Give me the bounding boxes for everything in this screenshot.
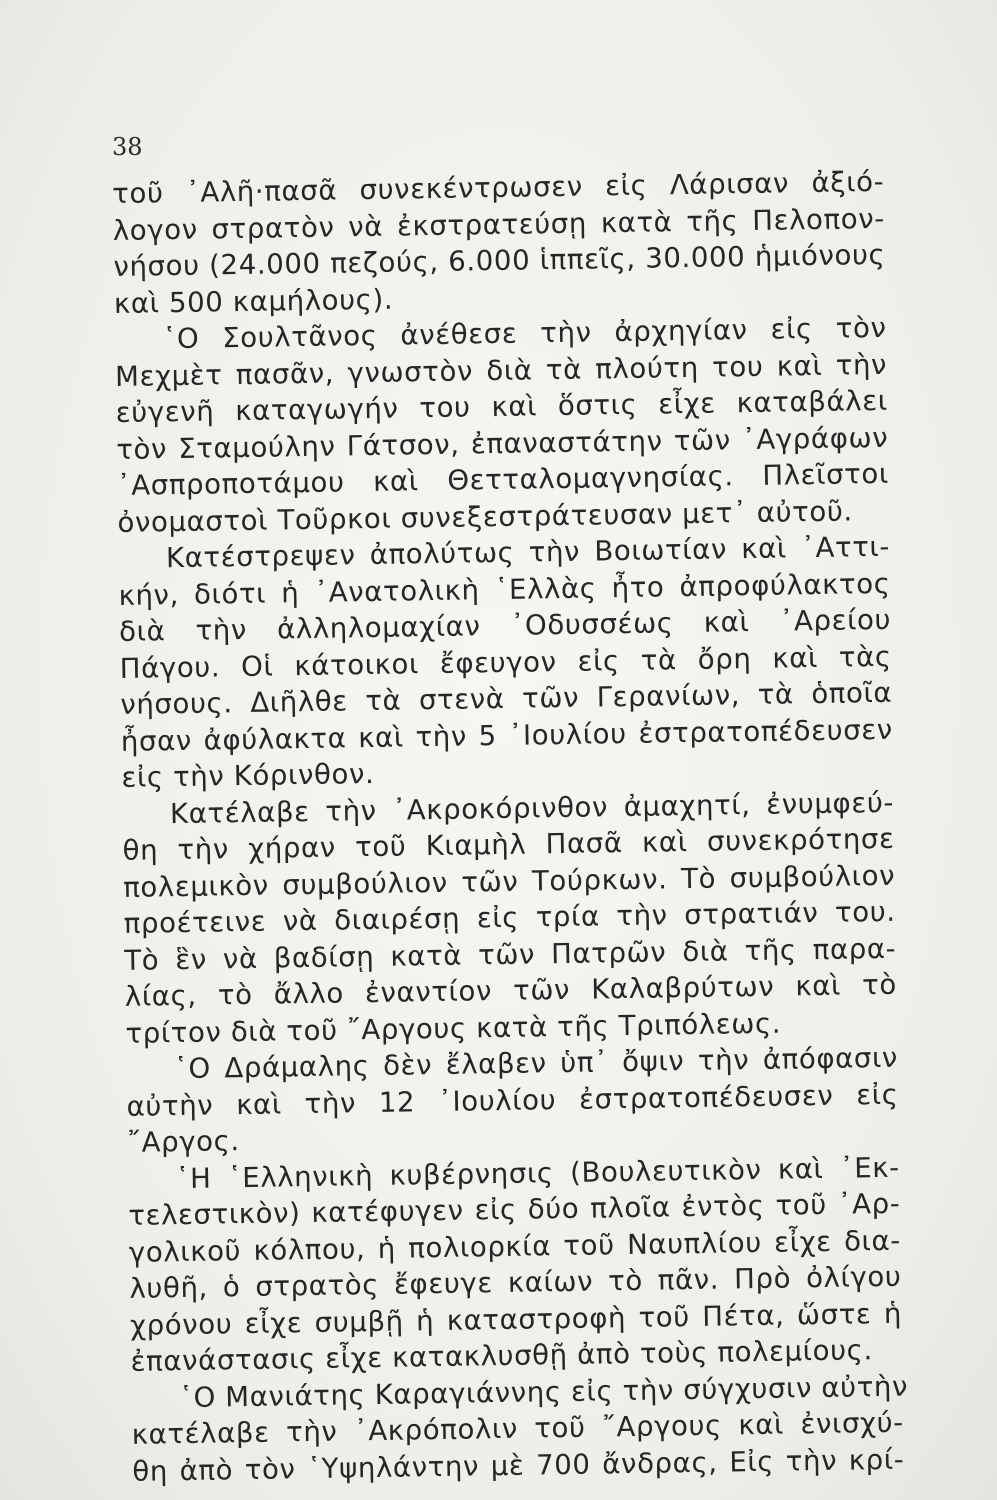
- text-line: ἐπανάστασις εἶχε κατακλυσθῇ ἀπὸ τοὺς πολεμίους.: [130, 1333, 874, 1378]
- text-line: Πάγου. Οἱ κάτοικοι ἔφευγον εἰς τὰ ὄρη καὶ τὰς: [119, 639, 892, 685]
- text-line: ἦσαν ἀφύλακτα καὶ τὴν 5 ᾿Ιουλίου ἐστρατοπέδευσεν: [120, 712, 894, 758]
- text-line: τρίτον διὰ τοῦ ῎Αργους κατὰ τῆς Τριπόλεως.: [125, 1006, 782, 1050]
- text-line: προέτεινε νὰ διαιρέσῃ εἰς τρία τὴν στρατιάν του.: [123, 894, 896, 940]
- text-line: ῎Αργος.: [126, 1124, 241, 1159]
- body-text: [112, 164, 909, 1490]
- text-line: λογον στρατὸν νὰ ἐκστρατεύσῃ κατὰ τῆς Πελοπον-: [112, 201, 886, 247]
- text-line: διὰ τὴν ἀλληλομαχίαν ᾿Οδυσσέως καὶ ᾿Αρείου: [118, 602, 892, 648]
- text-line: Κατέστρεψεν ἀπολύτως τὴν Βοιωτίαν καὶ ᾿Αττι-: [165, 529, 891, 575]
- text-line: κατέλαβε τὴν ᾿Ακρόπολιν τοῦ ῎Αργους καὶ ἐνισχύ-: [131, 1405, 904, 1451]
- text-line: ῾Η ῾Ελληνικὴ κυβέρνησις (Βουλευτικὸν καὶ ᾿Εκ-: [175, 1150, 900, 1195]
- text-line: εὐγενῆ καταγωγήν του καὶ ὅστις εἶχε καταβάλει: [115, 383, 888, 429]
- text-line: αὐτὴν καὶ τὴν 12 ᾿Ιουλίου ἐστρατοπέδευσεν εἰς: [126, 1077, 899, 1123]
- text-line: γολικοῦ κόλπου, ἡ πολιορκία τοῦ Ναυπλίου εἶχε δια-: [128, 1223, 902, 1269]
- text-line: θη τὴν χήραν τοῦ Κιαμὴλ Πασᾶ καὶ συνεκρότησε: [122, 821, 895, 867]
- text-line: χρόνου εἶχε συμβῇ ἡ καταστροφὴ τοῦ Πέτα, ὥστε ἡ: [129, 1296, 903, 1342]
- text-line: νήσου (24.000 πεζούς, 6.000 ἱππεῖς, 30.000 ἡμιόνους: [113, 237, 886, 283]
- text-line: τελεστικὸν) κατέφυγεν εἰς δύο πλοῖα ἐντὸς τοῦ ᾿Αρ-: [128, 1186, 901, 1232]
- text-line: λίας, τὸ ἄλλο ἐναντίον τῶν Καλαβρύτων καὶ τὸ: [124, 967, 898, 1013]
- text-line: τὸν Σταμούλην Γάτσον, ἐπαναστάτην τῶν ᾿Αγράφων: [116, 420, 889, 466]
- page-number: 38: [112, 133, 143, 161]
- text-line: τοῦ ᾿Αλῆ·πασᾶ συνεκέντρωσεν εἰς Λάρισαν ἀξιό-: [112, 164, 885, 210]
- text-line: εἰς τὴν Κόρινθον.: [121, 756, 375, 794]
- text-line: θη ἀπὸ τὸν ῾Υψηλάντην μὲ 700 ἄνδρας, Εἰς τὴν κρί-: [132, 1442, 905, 1488]
- text-line: Μεχμὲτ πασᾶν, γνωστὸν διὰ τὰ πλούτη του καὶ τὴν: [114, 347, 888, 393]
- text-line: καὶ 500 καμήλους).: [113, 282, 394, 320]
- text-line: ῾Ο Σουλτᾶνος ἀνέθεσε τὴν ἀρχηγίαν εἰς τὸν: [162, 310, 887, 356]
- text-line: ῾Ο Μανιάτης Καραγιάννης εἰς τὴν σύγχυσιν αὐτὴν: [178, 1369, 909, 1414]
- text-line: ὀνομαστοὶ Τοῦρκοι συνεξεστράτευσαν μετ᾿ αὐτοῦ.: [117, 493, 853, 539]
- text-line: ῾Ο Δράμαλης δὲν ἔλαβεν ὑπ᾿ ὄψιν τὴν ἀπόφασιν: [173, 1040, 899, 1086]
- text-line: Κατέλαβε τὴν ᾿Ακροκόρινθον ἀμαχητί, ἐνυμφεύ-: [169, 785, 895, 830]
- text-line: νήσους. Διῆλθε τὰ στενὰ τῶν Γερανίων, τὰ ὁποῖα: [120, 675, 893, 721]
- text-line: πολεμικὸν συμβούλιον τῶν Τούρκων. Τὸ συμβούλιον: [122, 858, 896, 904]
- text-line: κήν, διότι ἡ ᾿Ανατολικὴ ῾Ελλὰς ἦτο ἀπροφύλακτος: [118, 566, 891, 612]
- text-line: Τὸ ἓν νὰ βαδίσῃ κατὰ τῶν Πατρῶν διὰ τῆς παρα-: [124, 931, 897, 977]
- text-line: λυθῆ, ὁ στρατὸς ἔφευγε καίων τὸ πᾶν. Πρὸ ὀλίγου: [129, 1259, 902, 1305]
- text-line: ᾿Ασπροποτάμου καὶ Θετταλομαγνησίας. Πλεῖστοι: [116, 456, 890, 502]
